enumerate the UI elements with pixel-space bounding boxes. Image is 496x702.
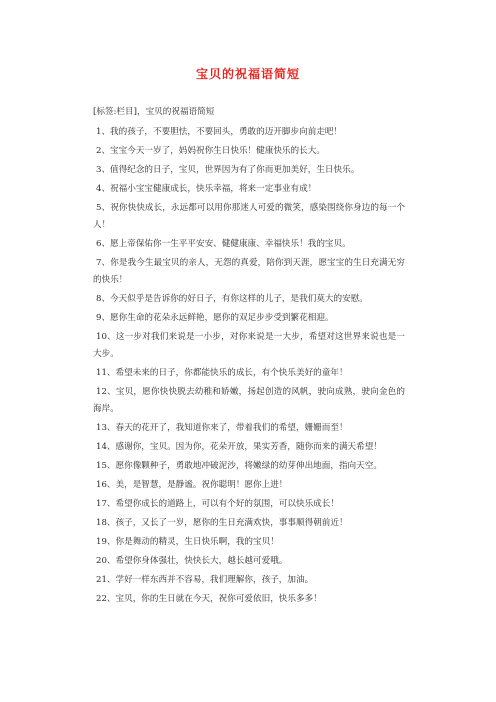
document-body: [93, 104, 405, 610]
list-item: 11、希望未来的日子，你都能快乐的成长，有个快乐美好的童年！: [96, 368, 348, 378]
list-item: 22、宝贝，你的生日就在今天，祝你可爱依旧，快乐多多！: [96, 594, 322, 604]
tag-text: ，宝贝的祝福语简短: [136, 107, 215, 117]
document-title: 宝贝的祝福语简短: [195, 67, 300, 81]
list-item: 3、值得纪念的日子，宝贝，世界因为有了你而更加美好，生日快乐。: [96, 165, 360, 175]
list-item: 16、美，是智慧，是静谧。祝你聪明！愿你上进！: [96, 480, 288, 490]
list-item: 20、希望你身体强壮，快快长大，越长越可爱哦。: [96, 556, 288, 566]
list-item: 15、愿你像颗种子，勇敢地冲破泥沙，将嫩绿的幼芽伸出地面，指向天空。: [96, 461, 382, 471]
list-item: 2、宝宝今天一岁了，妈妈祝你生日快乐！健康快乐的长大。: [96, 146, 325, 156]
list-item: 13、春天的花开了，我知道你来了，带着我们的希望，姗姗而至！: [96, 423, 348, 433]
list-item: 7、你是我今生最宝贝的亲人，无怨的真爱，陪你到天涯，愿宝宝的生日充满无穷的快乐！: [93, 258, 405, 285]
list-item: 18、孩子，又长了一岁，愿你的生日充满欢快，事事顺得朝前近！: [96, 518, 348, 528]
list-item: 8、今天似乎是告诉你的好日子，有你这样的儿子，是我们莫大的安慰。: [96, 294, 368, 304]
list-item: 5、祝你快快成长，永远都可以用你那迷人可爱的微笑，感染围绕你身边的每一个人！: [93, 203, 405, 230]
list-item: 4、祝福小宝宝健康成长，快乐幸福，将来一定事业有成！: [96, 184, 317, 194]
list-item: 9、愿你生命的花朵永远鲜艳，愿你的双足步步受到繁花相迎。: [96, 313, 334, 323]
tag-line: [93, 104, 405, 121]
list-item: 6、愿上帝保佑你一生平平安安、健健康康、幸福快乐！我的宝贝。: [96, 239, 351, 249]
list-item: 10、这一步对我们来说是一小步，对你来说是一大步，希望对这世界来说也是一大步。: [93, 332, 405, 359]
list-item: 1、我的孩子，不要胆怯，不要回头，勇敢的迈开脚步向前走吧！: [96, 127, 343, 137]
list-item: 14、感谢你，宝贝。因为你，花朵开放，果实芳香，随你而来的满天希望！: [96, 442, 382, 452]
tag-label: [标签:栏目]: [93, 107, 137, 117]
list-item: 21、学好一样东西并不容易，我们理解你，孩子，加油。: [96, 575, 314, 585]
list-item: 17、希望你成长的道路上，可以有个好的氛围，可以快乐成长！: [96, 499, 339, 509]
list-item: 19、你是舞动的精灵，生日快乐啊，我的宝贝！: [96, 537, 279, 547]
list-item: 12、宝贝，愿你快快脱去幼稚和娇嫩，扬起创造的风帆，驶向成熟，驶向金色的海岸。: [93, 387, 405, 414]
